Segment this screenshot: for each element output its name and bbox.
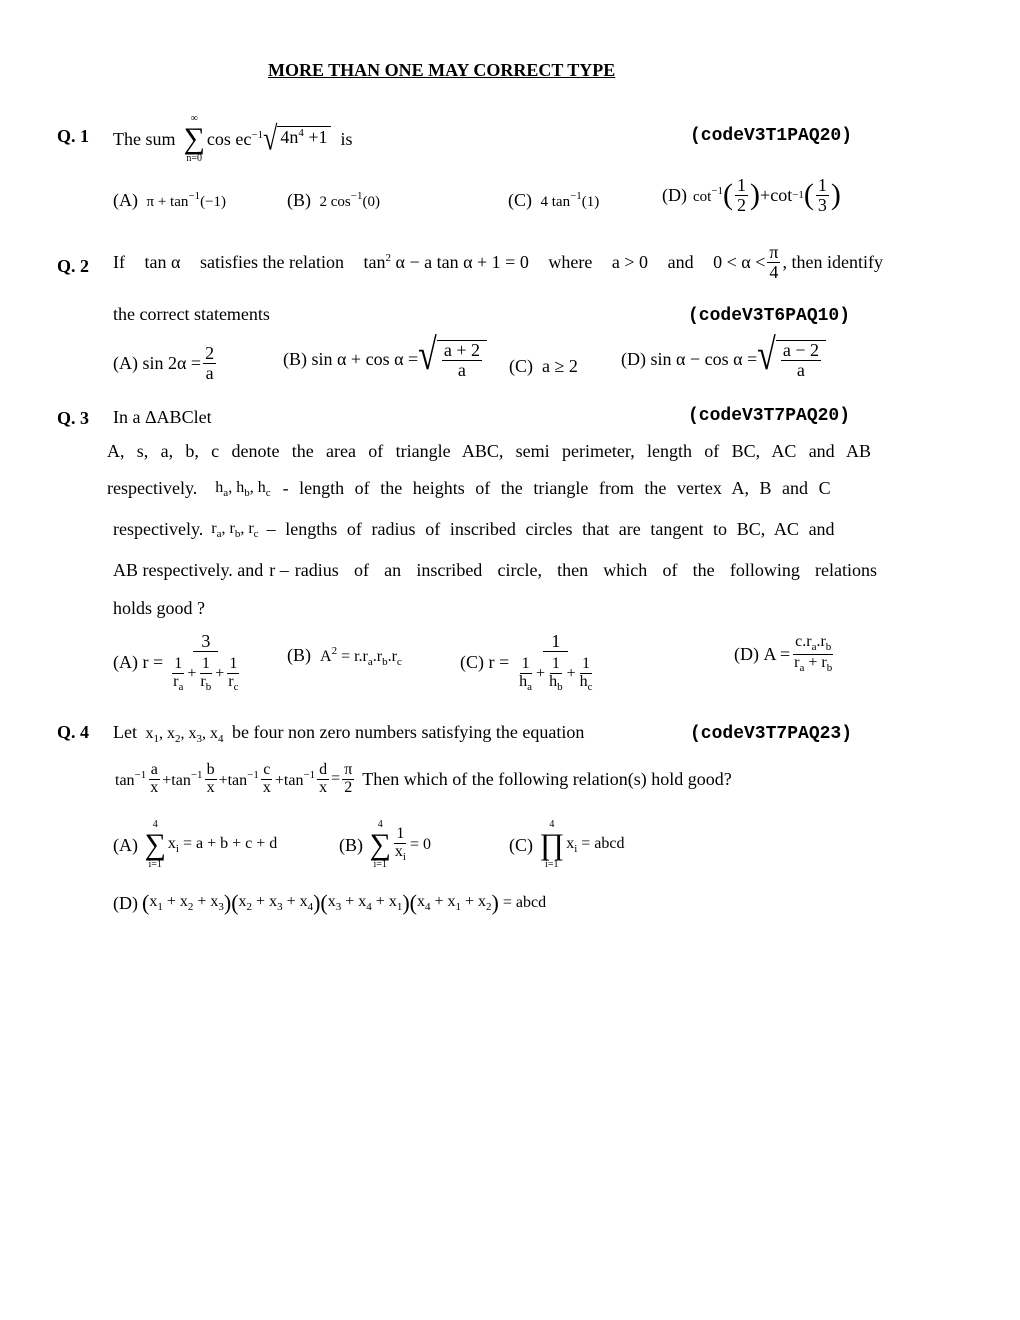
question-4-equation: $\tan^{-1}$ $\frac{a}{x}$ $+\tan^{-1}$ $\frac{b}{x}$ $+\tan^{-1}$ $\frac{c}{x}$ $+\tan^{-1}$ $\frac{d}{x}$ = $\frac{\pi}{2}$ Then which of the following relation(s) hold good? — [115, 761, 732, 796]
question-3-stem-line-1: In a ΔABClet — [113, 407, 212, 427]
question-4-code: (codeV3T7PAQ23) — [690, 724, 853, 744]
question-1-number: Q. 1 — [57, 126, 90, 146]
q1-sum-lower: n=0 — [186, 153, 203, 164]
q1-summation — [184, 114, 205, 164]
q1-option-c: (C) 4 $\tan^{-1}(1)$ — [508, 190, 600, 210]
q1-option-d: (D) $\cot^{-1}$ ( $\frac{1}{2}$ ) +cot −1 ( $\frac{1}{3}$ ) — [662, 175, 841, 215]
q3-option-c: (C) r = 1 $\frac{1}{h_a}$ + $\frac{1}{h_b}$ + $\frac{1}{h_c}$ — [460, 631, 593, 693]
q1-cosec: $\cos ec^{-1}$ — [206, 128, 264, 149]
question-3-number: Q. 3 — [57, 408, 90, 428]
question-1-code: (codeV3T1PAQ20) — [690, 126, 853, 146]
q1-sqrt: √ $4n^4 +1$ — [263, 126, 330, 152]
question-4-number: Q. 4 — [57, 722, 90, 742]
question-1-stem — [113, 114, 353, 164]
q3-option-b: (B) $A^2 = r.r_a.r_b.r_c$ — [287, 645, 402, 668]
q2-option-a: (A) sin 2α = $\frac{2}{a}$ — [113, 343, 215, 383]
q1-stem-prefix: The sum — [113, 128, 176, 149]
question-3-line-4: respectively. $r_a$, $r_b$, $r_c$ – lengths of radius of inscribed circles that are tangent to BC, AC and — [113, 519, 835, 540]
q4-option-d: (D) ( $x_1 + x_2 + x_3$ )( $x_2 + x_3 + x_4$ )( $x_3 + x_4 + x_1$ )( $x_4 + x_1 + x_2$ ) = abcd — [113, 890, 547, 915]
question-3-line-2: A, s, a, b, c denote the area of triangle ABC, semi perimeter, length of BC, AC and AB — [107, 441, 871, 461]
question-3-code: (codeV3T7PAQ20) — [688, 406, 851, 426]
question-2-code: (codeV3T6PAQ10) — [688, 306, 851, 326]
question-2-stem-line-1: If tan α satisfies the relation $\tan^2 \alpha - a$ tan α + 1 = 0 where a > 0 and 0 < α < $\frac{\pi}{4}$ , then identify — [113, 242, 883, 282]
question-2-stem-line-2: the correct statements — [113, 304, 270, 324]
q4-option-a: (A) 4 ∑ i=1 $x_i = a + b + c + d$ — [113, 819, 278, 870]
question-4-stem-line-1: Let $x_1$, $x_2$, $x_3$, $x_4$ be four non zero numbers satisfying the equation — [113, 722, 585, 745]
q2-option-d: (D) sin α − cos α = √ $\frac{a - 2}{a}$ — [621, 340, 826, 380]
q1-stem-suffix: is — [340, 128, 353, 149]
q2-option-c: (C) a ≥ 2 — [509, 356, 578, 376]
q3-option-a: (A) r = 3 $\frac{1}{r_a}$ + $\frac{1}{r_b}$ + $\frac{1}{r_c}$ — [113, 631, 239, 693]
q2-option-b: (B) sin α + cos α = √ $\frac{a + 2}{a}$ — [283, 340, 487, 380]
page-title: MORE THAN ONE MAY CORRECT TYPE — [268, 60, 616, 80]
q4-option-c: (C) 4 ∏ i=1 $x_i$ = abcd — [509, 819, 625, 870]
question-3-line-6: holds good ? — [113, 598, 205, 618]
q1-sum-upper: ∞ — [190, 113, 198, 124]
question-3-line-3: respectively. $h_a$, $h_b$, $h_c$ - length of the heights of the triangle from the vertex A, B and C — [107, 478, 831, 499]
q3-option-d: (D) A = $\frac{c.r_a.r_b}{r_a + r_b}$ — [734, 633, 833, 674]
question-2-number: Q. 2 — [57, 256, 90, 276]
q4-option-b: (B) 4 ∑ i=1 $\frac{1}{x_i}$ = 0 — [339, 819, 431, 870]
q3-heights-symbols: $h_a$, $h_b$, $h_c$ — [215, 478, 271, 499]
q1-sigma-symbol: ∑ — [183, 122, 205, 155]
question-3-line-5: AB respectively. and r – radius of an inscribed circle, then which of the following relations — [113, 560, 877, 580]
q1-option-b: (B) 2 $\cos^{-1}(0)$ — [287, 190, 380, 210]
q1-option-a: (A) $\pi + \tan^{-1}(-1)$ — [113, 190, 227, 210]
